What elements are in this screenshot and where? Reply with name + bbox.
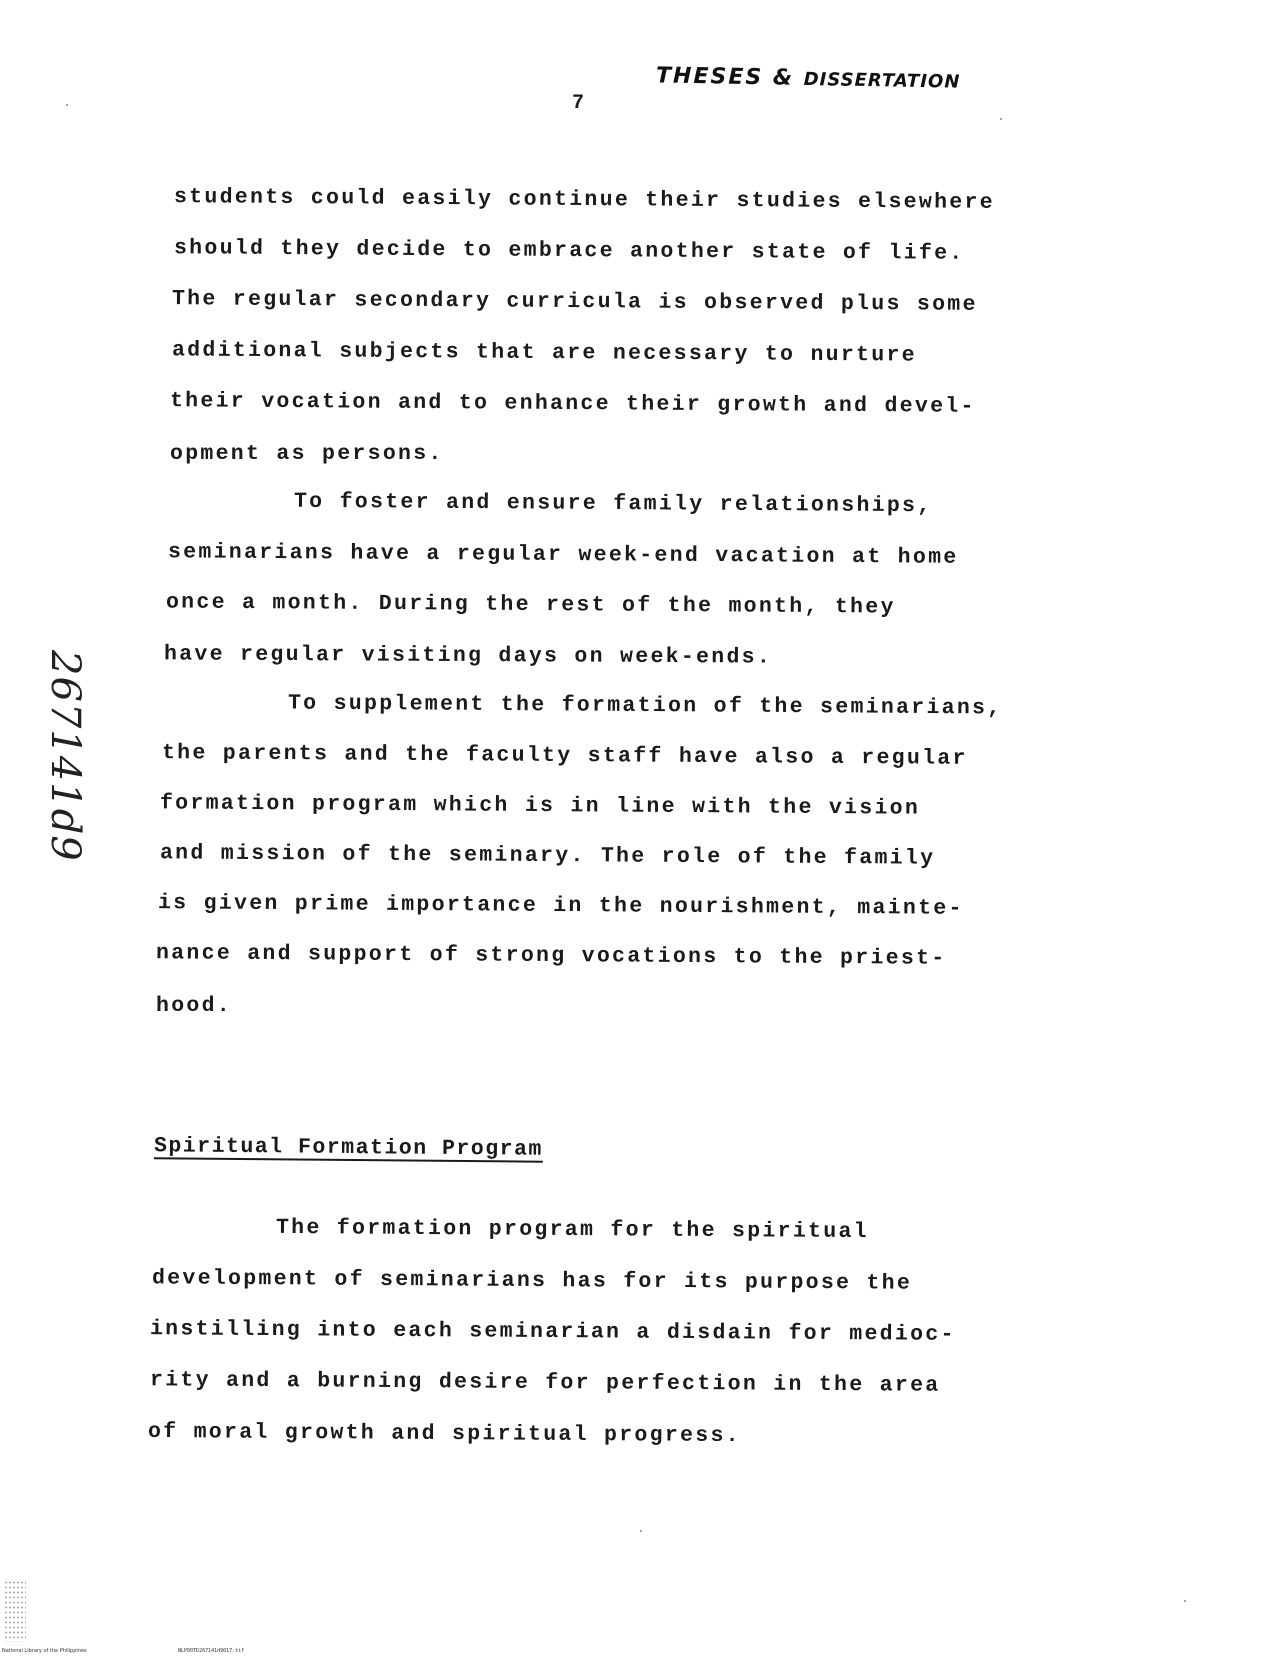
- stamp-main-text: THESES &: [655, 63, 795, 91]
- section-heading: Spiritual Formation Program: [153, 1134, 543, 1162]
- text-line: the parents and the faculty staff have also a regular: [161, 741, 968, 771]
- text-line: The regular secondary curricula is observed plus some: [171, 287, 978, 317]
- page-number: 7: [572, 92, 585, 115]
- scan-edge-noise: [4, 1580, 26, 1642]
- footer-file-code: NLP00TD267141d9017.tif: [178, 1648, 245, 1654]
- text-line: formation program which is in line with the vision: [159, 791, 921, 821]
- text-line: have regular visiting days on week-ends.: [163, 642, 773, 670]
- scan-speck: [1000, 118, 1002, 120]
- text-line: once a month. During the rest of the month, they: [165, 590, 896, 620]
- text-line: additional subjects that are necessary to nurture: [171, 338, 917, 368]
- text-line: students could easily continue their studies elsewhere: [173, 185, 996, 215]
- margin-handwritten-number: 267141d9: [42, 650, 88, 862]
- scan-speck: [640, 1530, 642, 1532]
- text-line: seminarians have a regular week-end vacation at home: [167, 540, 959, 570]
- stamp-tail-text: DISSERTATION: [803, 68, 961, 93]
- text-line: To supplement the formation of the seminarians,: [287, 691, 1003, 721]
- scan-speck: [66, 104, 68, 106]
- text-line: hood.: [156, 994, 233, 1018]
- text-line: should they decide to embrace another state of life.: [173, 236, 965, 266]
- text-line: and mission of the seminary. The role of the family: [159, 841, 936, 871]
- text-line: The formation program for the spiritual: [275, 1215, 869, 1245]
- text-line: To foster and ensure family relationships,: [293, 489, 933, 519]
- theses-stamp: [656, 63, 961, 93]
- text-line: development of seminarians has for its purpose the: [151, 1266, 913, 1296]
- text-line: their vocation and to enhance their growth and devel-: [169, 389, 976, 419]
- text-line: of moral growth and spiritual progress.: [147, 1419, 741, 1449]
- text-line: instilling into each seminarian a disdain for medioc-: [149, 1317, 956, 1347]
- text-line: rity and a burning desire for perfection in the area: [149, 1368, 941, 1398]
- text-line: opment as persons.: [170, 442, 444, 466]
- text-line: is given prime importance in the nourishment, mainte-: [157, 891, 964, 921]
- footer-library-credit: National Library of the Philippines: [2, 1648, 87, 1654]
- scan-speck: [1184, 1600, 1186, 1602]
- text-line: nance and support of strong vocations to the priest-: [155, 941, 947, 971]
